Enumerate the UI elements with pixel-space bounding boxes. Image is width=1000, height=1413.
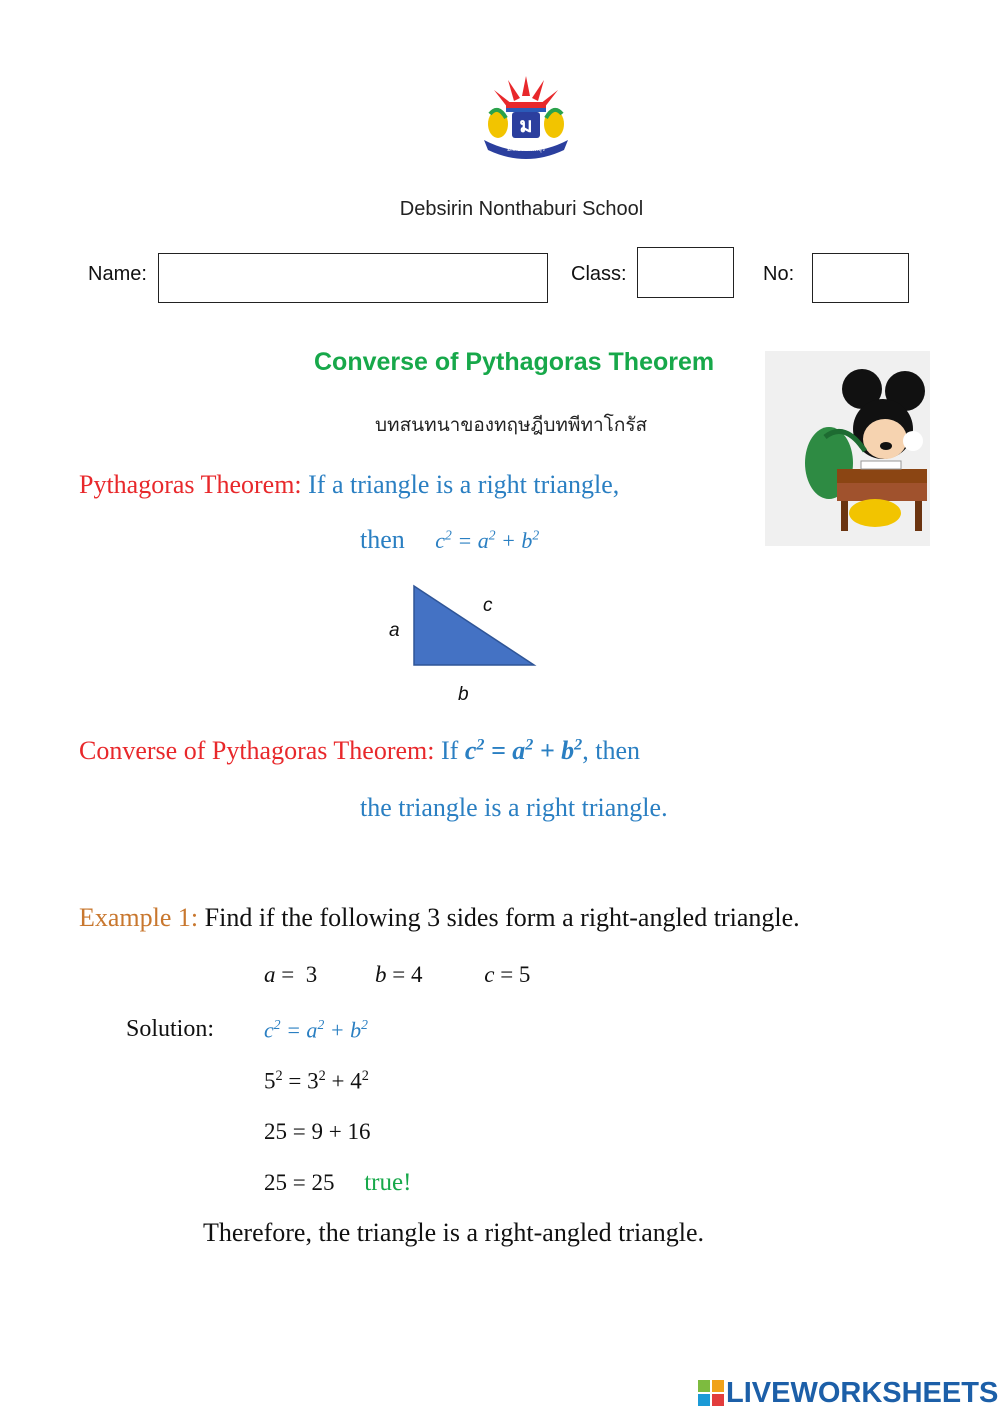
right-triangle-diagram xyxy=(380,582,550,712)
solution-step-formula: $c^2 = a^2 + b^2$ xyxy=(264,1017,368,1043)
value-c: 5 xyxy=(518,962,531,987)
solution-label: Solution: xyxy=(126,1016,215,1042)
example-line xyxy=(79,903,800,933)
class-field[interactable] xyxy=(637,247,734,298)
svg-text:ม: ม xyxy=(519,113,533,137)
class-label: Class: xyxy=(571,263,627,285)
example-conclusion: Therefore, the triangle is a right-angled triangle. xyxy=(203,1218,705,1247)
theorem-label: Pythagoras Theorem: xyxy=(79,470,302,499)
pythagoras-formula: $c^2 = a^2 + b^2$ xyxy=(435,527,540,553)
logo-caption: ม.ดีบร นนทบุรี xyxy=(507,146,545,153)
true-word: true! xyxy=(364,1169,412,1196)
example-prompt: Find if the following 3 sides form a right-angled triangle. xyxy=(204,903,800,932)
result-equation: 25 = 25 xyxy=(264,1170,335,1195)
mickey-illustration xyxy=(765,351,930,546)
page-title: Converse of Pythagoras Theorem xyxy=(314,348,715,376)
value-a: 3 xyxy=(305,962,318,987)
side-a-label: a xyxy=(389,620,400,641)
given-values: a = 3 b = 4 c = 5 xyxy=(264,962,531,987)
then-word: then xyxy=(360,525,405,554)
no-field[interactable] xyxy=(812,253,909,303)
thai-subtitle: บทสนทนาของทฤษฎีบทพีทาโกรัส xyxy=(375,415,648,436)
triangle-shape xyxy=(414,586,534,665)
brand-text: LIVEWORKSHEETS xyxy=(726,1376,999,1409)
theorem-statement: If a triangle is a right triangle, xyxy=(308,470,620,499)
name-label: Name: xyxy=(88,263,147,285)
solution-step-compute: 25 = 9 + 16 xyxy=(264,1119,371,1144)
solution-step-substitute: $5^2 = 3^2 + 4^2$ xyxy=(264,1068,369,1094)
no-label: No: xyxy=(763,263,795,285)
converse-then: , then xyxy=(582,736,640,765)
converse-label: Converse of Pythagoras Theorem: xyxy=(79,736,435,765)
converse-formula: $c^2 = a^2 + b^2$ xyxy=(464,736,583,765)
name-field[interactable] xyxy=(158,253,548,303)
theorem-line xyxy=(79,470,619,500)
converse-line xyxy=(79,736,640,766)
solution-step-result xyxy=(264,1169,411,1197)
liveworksheets-logo-icon xyxy=(698,1380,724,1406)
school-logo xyxy=(478,74,574,160)
then-line xyxy=(360,525,539,555)
school-name: Debsirin Nonthaburi School xyxy=(399,198,644,220)
liveworksheets-brand xyxy=(698,1376,998,1410)
converse-conclusion: the triangle is a right triangle. xyxy=(360,793,668,822)
example-label: Example 1: xyxy=(79,903,199,932)
converse-if: If xyxy=(441,736,459,765)
value-b: 4 xyxy=(410,962,423,987)
side-c-label: c xyxy=(483,595,493,616)
side-b-label: b xyxy=(458,684,469,705)
